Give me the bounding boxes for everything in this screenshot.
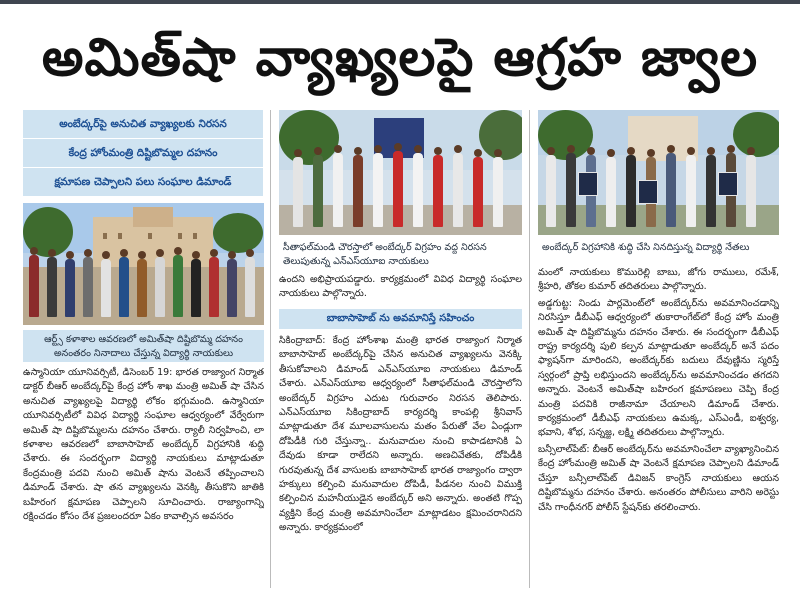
person-head (374, 145, 382, 153)
paragraph: బన్సీలాల్‌పేట్‌: బీఆర్‌ అంబేద్కర్‌ను అవమానించేలా వ్యాఖ్యానించిన కేంద్ర హోంమంత్రి అమిత్‌ షా వెంటనే క్షమాపణ చెప్పాలని డిమాండ్‌ చేస్తూ బన్సీలాల్‌పేట్‌ డివిజన్‌ కాంగ్రెస్‌ నాయకులు ఆయన దిష్టిబొమ్మను దహనం చేశారు. అనంతరం పోలీసులు వారిని అరెస్టు చేసి గాంధీనగర్‌ పోలీస్‌ స్టేషన్‌కు తరలించారు. (538, 443, 779, 513)
person-head (494, 149, 502, 157)
person-head (414, 145, 422, 153)
person-figure (65, 259, 75, 317)
person-figure (29, 255, 39, 317)
person-figure (155, 257, 165, 317)
person-head (228, 251, 236, 259)
column-middle-top (279, 273, 522, 305)
person-head (30, 247, 38, 255)
person-head (354, 147, 362, 155)
column-right (538, 266, 779, 588)
column-divider (529, 110, 530, 588)
paragraph: ఉస్మానియా యూనివర్సిటీ, డిసెంబర్‌ 19: భారత రాజ్యాంగ నిర్మాత డాక్టర్‌ బీఆర్‌ అంబేద్కర్‌పై కేంద్ర హోం శాఖ మంత్రి అమిత్‌ షా చేసిన అనుచిత వ్యాఖ్యలపై విద్యార్థి లోకం భగ్గుమంది. ఉస్మానియా యూనివర్సిటీలో వివిధ విద్యార్థి సంఘాల ఆధ్వర్యంలో వేర్వేరుగా అమిత్‌ షా దిష్టిబొమ్మలను దహనం చేశారు. ర్యాలీ నిర్వహించి, లా కళాశాల ఆవరణలో బాబాసాహెబ్‌ అంబేద్కర్‌ విగ్రహానికి శుద్ధి చేశారు. ఈ సందర్భంగా విద్యార్థి నాయకులు మాట్లాడుతూ కేంద్రమంత్రి పదవి నుంచి అమిత్‌ షాను వెంటనే తప్పించాలని డిమాండ్‌ చేశారు. షా తన వ్యాఖ్యలను వెనక్కి తీసుకొని జాతికి బహిరంగ క్షమాపణ చెప్పాలని సూచించారు. రాజ్యాంగాన్ని రక్షించడం కోసం దేశ ప్రజలందరూ ఏకం కావాల్సిన అవసరం (23, 367, 264, 523)
photo-arts-college-protest (23, 203, 264, 325)
person-figure (393, 151, 403, 227)
column-divider (270, 110, 271, 588)
column-middle (279, 334, 522, 588)
caption-photo-middle: సీతాఫల్‌మండి చౌరస్తాలో అంబేద్కర్‌ విగ్రహం వద్ద నిరసన తెలుపుతున్న ఎన్‌ఎస్‌యూఐ నాయకులు (279, 239, 522, 271)
top-bar (0, 0, 800, 4)
caption-photo-right: అంబేద్కర్‌ విగ్రహానికి శుద్ధి చేసి నినదిస్తున్న విద్యార్థి నేతలు (538, 239, 779, 261)
person-figure (83, 257, 93, 317)
headline: అమిత్‌షా వ్యాఖ్యలపై ఆగ్రహ జ్వాల (41, 28, 759, 88)
person-head (314, 147, 322, 155)
person-head (120, 249, 128, 257)
paragraph: మంలో నాయకులు కొమురెల్లి బాబు, జోగు రాములు, రమేశ్‌, శ్రీహరి, తోకల కుమార్‌ తదితరులు పాల్గొన్నారు. (538, 267, 779, 293)
person-figure (706, 155, 716, 227)
person-head (102, 251, 110, 259)
person-figure (626, 155, 636, 227)
subhead-line-3: క్షమాపణ చెప్పాలని పలు సంఘాల డిమాండ్ (54, 176, 232, 188)
person-figure (473, 157, 483, 227)
person-head (567, 145, 575, 153)
person-figure (227, 259, 237, 317)
person-figure (173, 255, 183, 317)
person-figure (413, 153, 423, 227)
person-head (174, 247, 182, 255)
person-figure (546, 155, 556, 227)
person-figure (245, 257, 255, 317)
person-figure (433, 155, 443, 227)
person-head (687, 147, 695, 155)
person-figure (373, 153, 383, 227)
person-figure (606, 157, 616, 227)
person-head (454, 145, 462, 153)
section-head: బాబాసాహెబ్‌ ను అవమానిస్తే సహించం (279, 309, 522, 329)
person-head (394, 143, 402, 151)
person-figure (191, 259, 201, 317)
person-head (66, 251, 74, 259)
person-head (294, 149, 302, 157)
person-head (138, 251, 146, 259)
person-figure (209, 257, 219, 317)
person-head (246, 249, 254, 257)
caption-photo-left: ఆర్ట్స్‌ కళాశాల ఆవరణలో అమిత్‌షా దిష్టిబొమ్మ దహనం అనంతరం నినాదాలు చేస్తున్న విద్యార్థి నాయకులు (23, 330, 264, 362)
person-figure (47, 257, 57, 317)
person-figure (666, 153, 676, 227)
photo-seethaphalmandi-protest (279, 110, 522, 235)
person-head (210, 249, 218, 257)
column-left (23, 366, 264, 588)
person-figure (353, 155, 363, 227)
person-figure (119, 257, 129, 317)
person-head (474, 149, 482, 157)
paragraph: సికింద్రాబాద్‌: కేంద్ర హోంశాఖ మంత్రి భారత రాజ్యాంగ నిర్మాత బాబాసాహెబ్‌ అంబేద్కర్‌పై చేసిన అనుచిత వ్యాఖ్యలను వెనక్కి తీసుకోవాలని డిమాండ్‌ ఎన్‌ఎస్‌యూఐ నాయకులు డిమాండ్‌ చేశారు. ఎన్‌ఎస్‌యూఐ ఆధ్వర్యంలో సీతాఫల్‌మండి చౌరస్తాలోని అంబేద్కర్‌ విగ్రహం ఎదుట గురువారం నిరసన తెలిపారు. ఎన్‌ఎస్‌యూఐ సికింద్రాబాద్‌ కార్యదర్శి కాంపల్లి శ్రీనివాస్‌ మాట్లాడుతూ దేశ మూలవాసులను మతం పేరుతో వేల ఏండ్లుగా దోపిడీకి గురి చేస్తున్నా.. మనువాదుల నుంచి కాపాడటానికి ఏ దేవుడు కూడా రాలేదని అన్నారు. అణచివేతకు, దోపిడీకి గురవుతున్న దేశ వాసులకు బాబాసాహెబ్‌ భారత రాజ్యాంగం ద్వారా హక్కులు కల్పించి మనువాదుల దోపిడీ, పీడనల నుంచి విముక్తి కల్పించిన మహనీయుడైన అంబేద్కర్‌ అని అన్నారు. అంతటి గొప్ప వ్యక్తిని కేంద్ర మంత్రి అవమానించేలా మాట్లాడటం క్షమించరానిదని అన్నారు. కార్యక్రమంలో (279, 335, 522, 534)
photo-statue-cleansing (538, 110, 779, 235)
person-head (192, 251, 200, 259)
paragraph: ఉందని అభిప్రాయపడ్డారు. కార్యక్రమంలో వివిధ విద్యార్థి సంఘాల నాయకులు పాల్గొన్నారు. (279, 274, 522, 300)
person-head (334, 145, 342, 153)
person-head (707, 147, 715, 155)
person-figure (746, 155, 756, 227)
person-figure (453, 153, 463, 227)
person-head (84, 249, 92, 257)
person-figure (101, 259, 111, 317)
person-head (747, 147, 755, 155)
subhead-line-1: అంబేద్కర్‌పై అనుచిత వ్యాఖ్యలకు నిరసన (23, 110, 263, 139)
person-figure (566, 153, 576, 227)
person-figure (686, 155, 696, 227)
subhead-line-2: కేంద్ర హోంమంత్రి దిష్టిబొమ్మల దహనం (23, 139, 263, 168)
person-head (587, 147, 595, 155)
subhead-box (23, 110, 263, 196)
person-head (627, 147, 635, 155)
person-figure (313, 155, 323, 227)
person-head (727, 145, 735, 153)
person-figure (293, 157, 303, 227)
person-head (607, 149, 615, 157)
person-head (667, 145, 675, 153)
paragraph: అడ్డగుట్ట: నిండు పార్లమెంట్‌లో అంబేద్కర్‌ను అవమానించడాన్ని నిరసిస్తూ డీబీఎఫ్‌ ఆధ్వర్యంలో తుకారాంగేట్‌లో కేంద్ర హోం మంత్రి అమిత్‌ షా దిష్టిబొమ్మను దహనం చేశారు. ఈ సందర్భంగా డీబీఎఫ్‌ రాష్ట్ర కార్యదర్శి పులి కల్పన మాట్లాడుతూ అంబేద్కర్‌ అనే పదం ఫ్యాషన్‌గా మారిందని, అంబేద్కర్‌కు బదులు దేవుణ్ణిను స్మరిస్తే స్వర్గంలో ప్రాప్తి లభిస్తుందని అంబేద్కర్‌ను అవమానించడం తగదని అన్నారు. వెంటనే అమిత్‌షా బహిరంగ క్షమాపణలు చెప్పి కేంద్ర మంత్రి పదవికి రాజీనామా చేయాలని డిమాండ్‌ చేశారు. కార్యక్రమంలో డీబీఎఫ్‌ నాయకులు ఉమక్క, ఎస్‌ఎండీ, ఐశ్వర్య, భవాని, శోభ, సన్నజ్జ, లక్ష్మి తదితరులు పాల్గొన్నారు. (538, 297, 779, 439)
person-figure (333, 153, 343, 227)
person-figure (493, 157, 503, 227)
person-head (647, 149, 655, 157)
person-figure (137, 259, 147, 317)
person-head (156, 249, 164, 257)
person-head (48, 249, 56, 257)
person-head (547, 147, 555, 155)
person-head (434, 147, 442, 155)
